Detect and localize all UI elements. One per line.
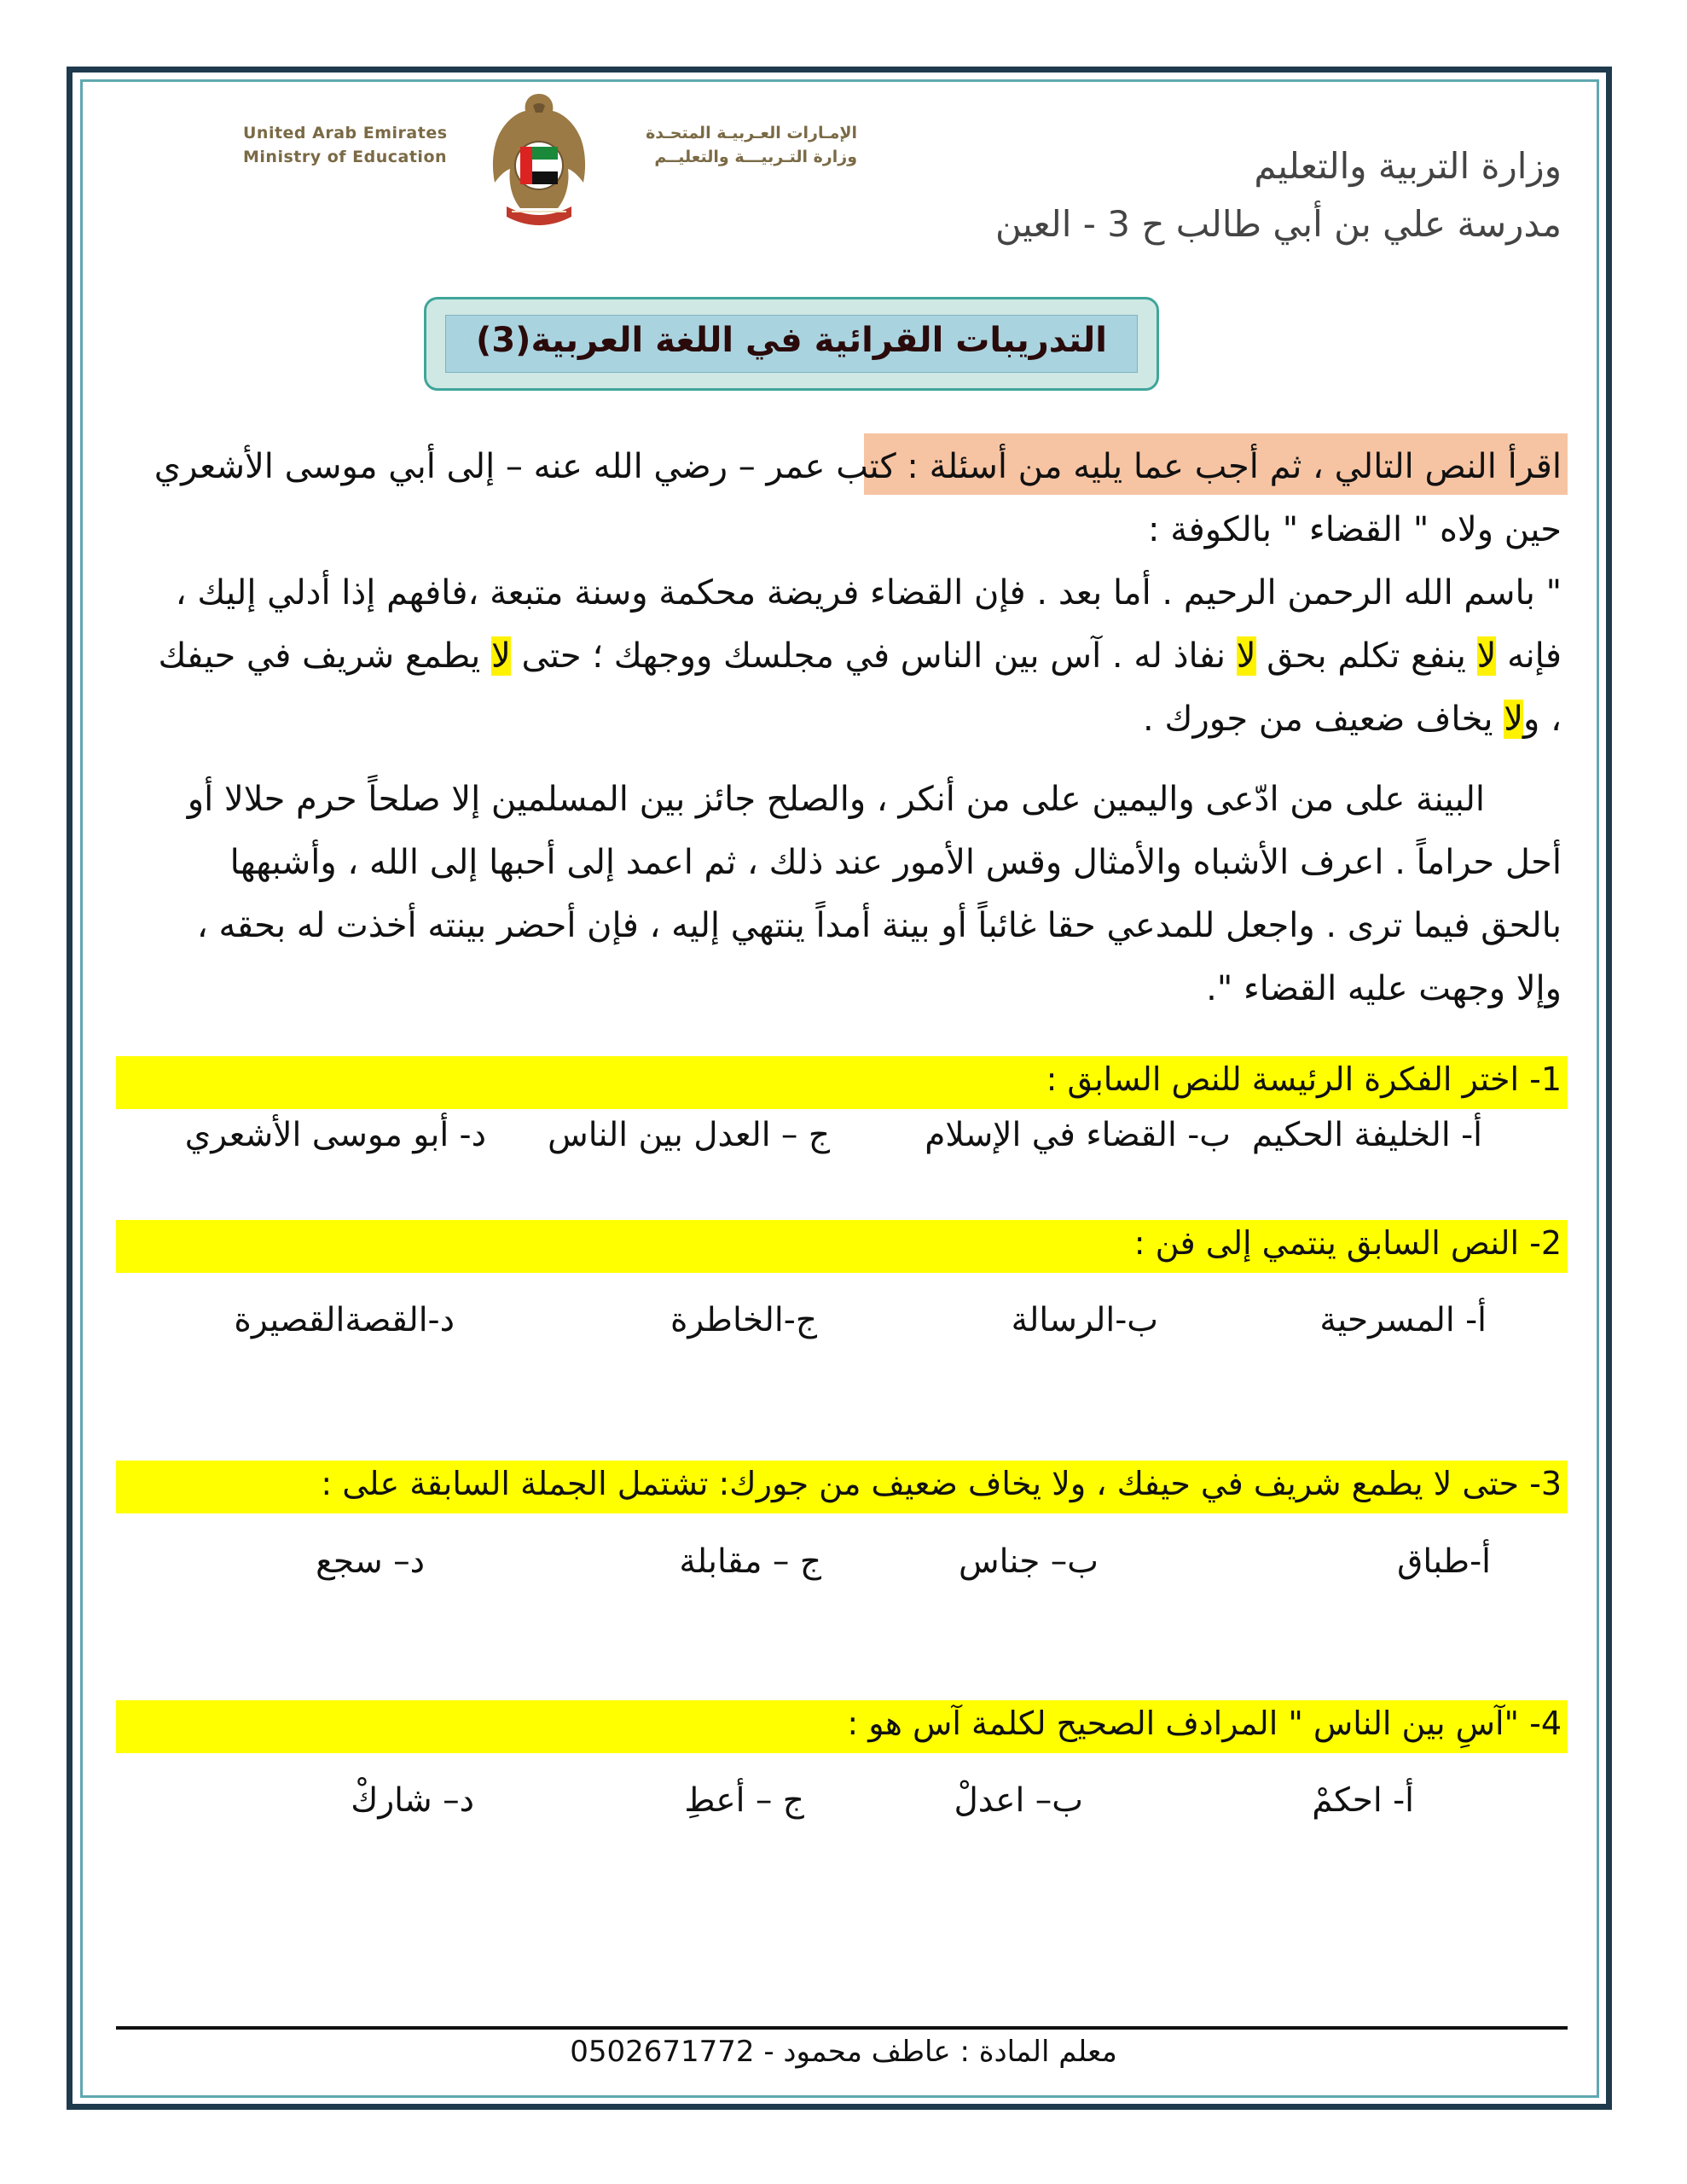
passage-text: " باسم الله الرحمن الرحيم . أما بعد . فإن القضاء فريضة محكمة وسنة متبعة ،فافهم إذا أدلي إليك ، فإنه bbox=[175, 573, 1562, 676]
ministry-logo-arabic bbox=[627, 121, 857, 169]
logo-en-line1: United Arab Emirates bbox=[243, 124, 448, 142]
question-1-option-d[interactable]: د- أبو موسى الأشعري bbox=[184, 1116, 486, 1154]
highlighted-la: لا bbox=[1476, 636, 1497, 676]
passage-text: يخاف ضعيف من جورك . bbox=[1143, 700, 1504, 739]
question-4-option-c[interactable]: ج – أعطِ bbox=[684, 1781, 804, 1820]
question-4-option-d[interactable]: د– شاركْ bbox=[351, 1781, 474, 1820]
highlighted-la: لا bbox=[1236, 636, 1256, 676]
passage-intro: كتب عمر – رضي الله عنه – إلى أبي موسى الأشعري حين ولاه " القضاء " بالكوفة : bbox=[154, 447, 1562, 549]
worksheet-title: التدريبات القرائية في اللغة العربية(3) bbox=[476, 321, 1107, 360]
passage-text: نفاذ له . آس بين الناس في مجلسك ووجهك ؛ حتى bbox=[510, 636, 1237, 676]
question-3-option-d[interactable]: د– سجع bbox=[316, 1542, 425, 1581]
question-4-option-a[interactable]: أ- احكمْ bbox=[1312, 1781, 1414, 1820]
uae-emblem-falcon-icon bbox=[486, 87, 593, 236]
ministry-name: وزارة التربية والتعليم bbox=[1254, 145, 1562, 187]
passage-text: يطمع شريف في حيفك ، و bbox=[158, 636, 1562, 739]
passage-paragraph-2: البينة على من ادّعى واليمين على من أنكر ، والصلح جائز بين المسلمين إلا صلحاً حرم حلالا أو أحل حراماً . اعرف الأشباه والأمثال وقس الأمور عند ذلك ، ثم اعمد إلى أحبها إلى الله ، وأشبهها بالحق فيما ترى . واجعل للمدعي حقا غائباً أو بينة أمداً ينتهي إليه ، فإن أحضر بينته أخذت له بحقه ، وإلا وجهت عليه القضاء ". bbox=[187, 780, 1562, 1008]
question-4-option-b[interactable]: ب– اعدلْ bbox=[954, 1781, 1083, 1820]
logo-ar-line1: الإمـارات العـربيـة المتحـدة bbox=[646, 124, 857, 142]
school-name: مدرسة علي بن أبي طالب ح 3 - العين bbox=[995, 203, 1562, 245]
question-1-text: 1- اختر الفكرة الرئيسة للنص السابق : bbox=[1046, 1060, 1562, 1098]
question-4-text: 4- "آسِ بين الناس " المرادف الصحيح لكلمة آس هو : bbox=[847, 1705, 1562, 1742]
question-2-option-d[interactable]: د-القصةالقصيرة bbox=[234, 1301, 455, 1339]
logo-ar-line2: وزارة التـربيـــة والتعليــم bbox=[654, 148, 857, 166]
question-3-option-a[interactable]: أ-طباق bbox=[1397, 1542, 1491, 1581]
passage-paragraph-1 bbox=[149, 435, 1562, 751]
highlighted-la: لا bbox=[490, 636, 511, 676]
question-1-option-b[interactable]: ب- القضاء في الإسلام bbox=[925, 1116, 1231, 1154]
teacher-footer: معلم المادة : عاطف محمود - 0502671772 bbox=[570, 2035, 1117, 2069]
highlighted-la: لا bbox=[1504, 700, 1524, 739]
question-2-text: 2- النص السابق ينتمي إلى فن : bbox=[1133, 1224, 1562, 1262]
question-2-option-c[interactable]: ج-الخاطرة bbox=[670, 1301, 817, 1339]
ministry-logo-english bbox=[243, 121, 473, 169]
question-3-option-b[interactable]: ب– جناس bbox=[959, 1542, 1099, 1581]
title-inner-panel bbox=[445, 315, 1138, 373]
question-1-option-c[interactable]: ج – العدل بين الناس bbox=[548, 1116, 830, 1154]
question-2-option-a[interactable]: أ- المسرحية bbox=[1319, 1301, 1487, 1339]
reading-instruction: اقرأ النص التالي ، ثم أجب عما يليه من أسئلة : bbox=[907, 447, 1562, 486]
question-3-option-c[interactable]: ج – مقابلة bbox=[679, 1542, 821, 1581]
question-1-option-a[interactable]: أ- الخليفة الحكيم bbox=[1251, 1116, 1482, 1154]
footer-divider bbox=[116, 2026, 1568, 2030]
logo-en-line2: Ministry of Education bbox=[243, 148, 448, 166]
question-3-text: 3- حتى لا يطمع شريف في حيفك ، ولا يخاف ضعيف من جورك: تشتمل الجملة السابقة على : bbox=[321, 1465, 1562, 1502]
question-2-option-b[interactable]: ب-الرسالة bbox=[1011, 1301, 1158, 1339]
passage-text: ينفع تكلم بحق bbox=[1255, 636, 1477, 676]
title-box bbox=[424, 297, 1159, 391]
